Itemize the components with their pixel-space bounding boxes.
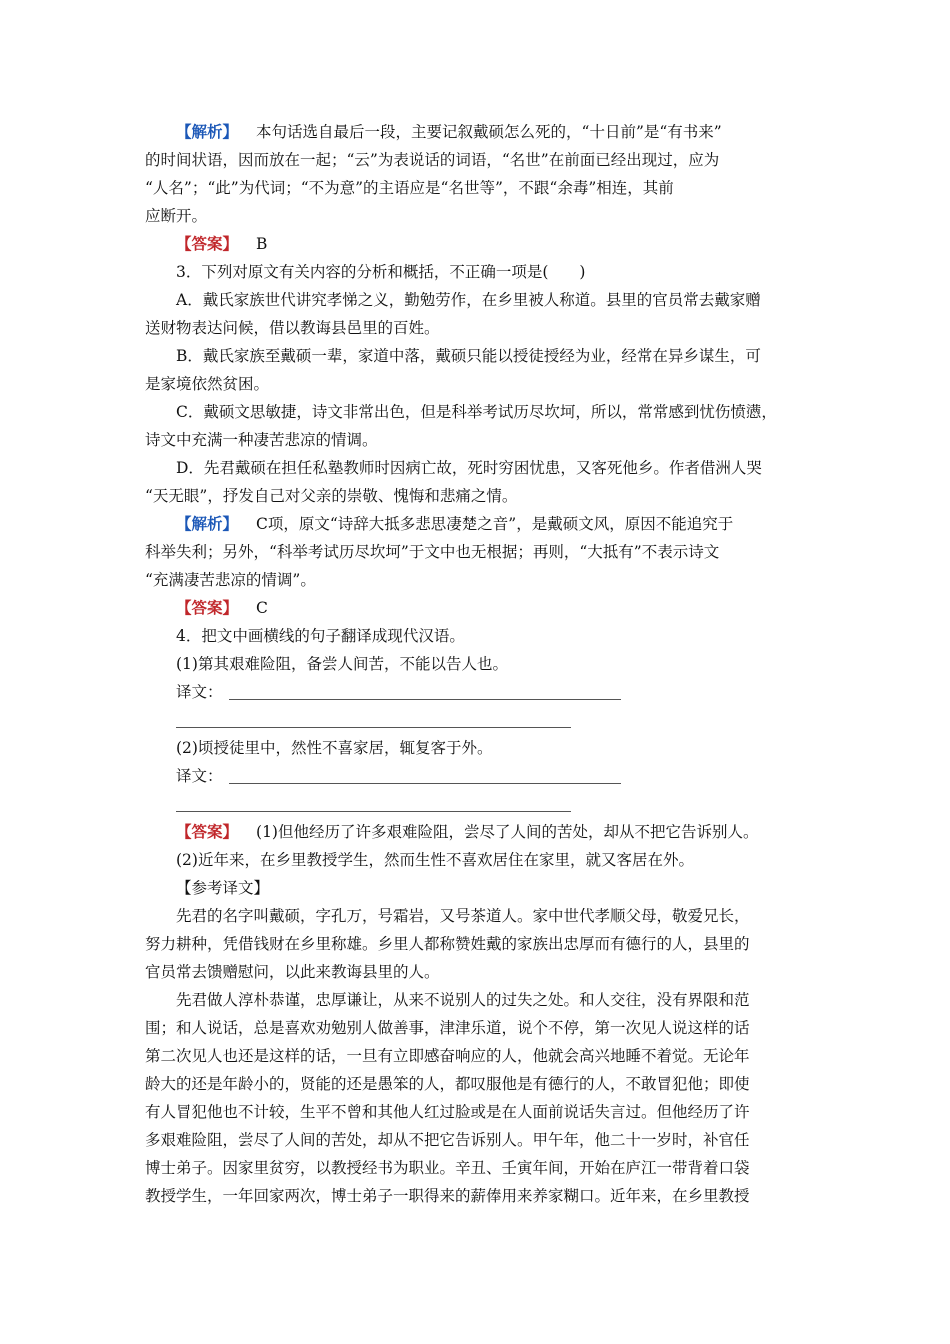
answer-blank[interactable]: [229, 783, 621, 784]
text-line: 教授学生，一年回家两次，博士弟子一职得来的薪俸用来养家糊口。近年来，在乡里教授: [145, 1187, 750, 1205]
translation-row-2: [145, 762, 810, 790]
question-4-stem: 4．把文中画横线的句子翻译成现代汉语。: [176, 627, 465, 645]
answer-4-line-2: (2)近年来，在乡里教授学生，然而生性不喜欢居住在家里，就又客居在外。: [176, 851, 694, 869]
text-line: 龄大的还是年龄小的，贤能的还是愚笨的人，都叹服他是有德行的人，不敢冒犯他；即使: [145, 1075, 750, 1093]
option-b-line-1: B．戴氏家族至戴硕一辈，家道中落，戴硕只能以授徒授经为业，经常在异乡谋生，可: [176, 347, 761, 365]
analysis-1-line-2: 的时间状语，因而放在一起；“云”为表说话的词语，“名世”在前面已经出现过，应为: [145, 151, 720, 169]
reference-title: 【参考译文】: [176, 879, 270, 897]
translation-row-1: [145, 678, 810, 706]
analysis-1-line-4: 应断开。: [145, 207, 208, 225]
option-c-line-1: C．戴硕文思敏捷，诗文非常出色，但是科举考试历尽坎坷，所以，常常感到忧伤愤懑，: [176, 403, 777, 421]
analysis-3-line-3: “充满凄苦悲凉的情调”。: [145, 571, 316, 589]
option-a-line-2: 送财物表达问候，借以教诲县邑里的百姓。: [145, 319, 440, 337]
option-a: [145, 286, 810, 342]
answer-4-line-1: (1)但他经历了许多艰难险阻，尝尽了人间的苦处，却从不把它告诉别人。: [256, 823, 759, 841]
option-d-line-1: D．先君戴硕在担任私塾教师时因病亡故，死时穷困忧患，又客死他乡。作者借洲人哭: [176, 459, 762, 477]
answer-1: [145, 230, 810, 258]
answer-3: [145, 594, 810, 622]
translation-row-1b: [145, 706, 810, 734]
answer-1-value: B: [256, 235, 268, 253]
answer-tag: 【答案】: [176, 234, 239, 253]
option-b-line-2: 是家境依然贫困。: [145, 375, 270, 393]
text-line: 官员常去馈赠慰问，以此来教诲县里的人。: [145, 963, 440, 981]
translation-label: 译文：: [176, 767, 223, 785]
option-a-line-1: A．戴氏家族世代讲究孝悌之义，勤勉劳作，在乡里被人称道。县里的官员常去戴家赠: [176, 291, 761, 309]
answer-4: [145, 818, 810, 846]
text-line: 有人冒犯他也不计较，生平不曾和其他人红过脸或是在人面前说话失言过。但他经历了许: [145, 1103, 750, 1121]
reference-paragraph-2: [145, 986, 810, 1210]
analysis-1: [145, 118, 810, 230]
analysis-tag: 【解析】: [176, 122, 239, 141]
analysis-1-line-3: “人名”；“此”为代词；“不为意”的主语应是“名世等”，不跟“余毒”相连，其前: [145, 179, 674, 197]
reference-paragraph-1: [145, 902, 810, 986]
text-line: 多艰难险阻，尝尽了人间的苦处，却从不把它告诉别人。甲午年，他二十一岁时，补官任: [145, 1131, 750, 1149]
text-line: 围；和人说话，总是喜欢劝勉别人做善事，津津乐道，说个不停，第一次见人说这样的话: [145, 1019, 750, 1037]
answer-blank[interactable]: [176, 811, 571, 812]
text-line: 先君做人淳朴恭谨，忠厚谦让，从来不说别人的过失之处。和人交往，没有界限和范: [176, 991, 750, 1009]
analysis-tag: 【解析】: [176, 514, 239, 533]
analysis-1-line-1: 本句话选自最后一段，主要记叙戴硕怎么死的，“十日前”是“有书来”: [256, 123, 722, 141]
option-d-line-2: “天无眼”，抒发自己对父亲的崇敬、愧悔和悲痛之情。: [145, 487, 518, 505]
option-b: [145, 342, 810, 398]
option-c-line-2: 诗文中充满一种凄苦悲凉的情调。: [145, 431, 378, 449]
analysis-3-line-1: C项，原文“诗辞大抵多悲思凄楚之音”，是戴硕文风，原因不能追究于: [256, 515, 734, 533]
text-line: 博士弟子。因家里贫穷，以教授经书为职业。辛丑、壬寅年间，开始在庐江一带背着口袋: [145, 1159, 750, 1177]
text-line: 第二次见人也还是这样的话，一旦有立即感奋响应的人，他就会高兴地睡不着觉。无论年: [145, 1047, 750, 1065]
text-line: 先君的名字叫戴硕，字孔万，号霜岩，又号茶道人。家中世代孝顺父母，敬爱兄长，: [176, 907, 750, 925]
answer-blank[interactable]: [176, 727, 571, 728]
answer-blank[interactable]: [229, 699, 621, 700]
answer-tag: 【答案】: [176, 822, 239, 841]
question-3-stem: 3．下列对原文有关内容的分析和概括，不正确一项是( ): [176, 263, 586, 281]
text-line: 努力耕种，凭借钱财在乡里称雄。乡里人都称赞姓戴的家族出忠厚而有德行的人，县里的: [145, 935, 750, 953]
document-page: [145, 118, 810, 1210]
translation-row-2b: [145, 790, 810, 818]
answer-3-value: C: [256, 599, 268, 617]
sentence-1: (1)第其艰难险阻，备尝人间苦，不能以告人也。: [176, 655, 508, 673]
analysis-3: [145, 510, 810, 594]
option-c: [145, 398, 810, 454]
analysis-3-line-2: 科举失利；另外，“科举考试历尽坎坷”于文中也无根据；再则，“大抵有”不表示诗文: [145, 543, 720, 561]
option-d: [145, 454, 810, 510]
answer-tag: 【答案】: [176, 598, 239, 617]
sentence-2: (2)顷授徒里中，然性不喜家居，辄复客于外。: [176, 739, 493, 757]
translation-label: 译文：: [176, 683, 223, 701]
